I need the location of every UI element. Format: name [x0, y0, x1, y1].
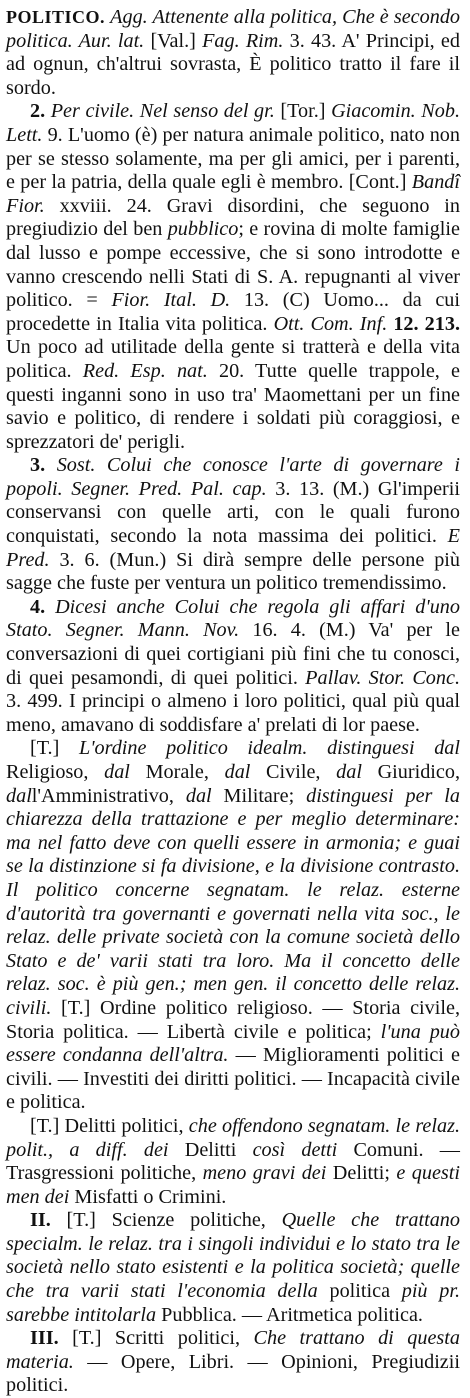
- sense-number: 2.: [30, 100, 46, 123]
- text-run: Comuni. — Trasgressioni politiche,: [6, 1138, 460, 1185]
- text-run: Delitti;: [326, 1162, 397, 1185]
- sense-number: 12. 213.: [387, 312, 460, 335]
- text-run: [45, 454, 57, 476]
- italic-text: Fag. Rim.: [202, 29, 284, 52]
- text-run: [45, 596, 55, 618]
- italic-text: Per civile. Nel senso del gr.: [50, 100, 275, 123]
- italic-text: e questi men dei: [6, 1162, 460, 1208]
- entry-sense-paragraph: [6, 454, 460, 596]
- text-run: Giuridico,: [361, 761, 461, 783]
- text-run: Delitti: [168, 1138, 253, 1161]
- text-run: 20. Tutte quelle trappole, e questi inganni sono in uso tra' Maomettani per un fine savio e politico, di rendere i soldati più coraggiosi, e sprezzatori de' perigli.: [6, 359, 460, 453]
- text-run: — Miglioramenti politici e civili. — Investiti dei diritti politici. — Incapacità civile e politica.: [6, 1044, 460, 1114]
- text-run: Civile,: [250, 761, 337, 783]
- text-run: ; e rovina di molte famiglie dal lusso e pompe eccessive, che si sono introdotte e vanno crescendo nelli Stati di S. A. repugnanti al viver politico. =: [6, 218, 460, 312]
- entry-headword-paragraph: [6, 6, 460, 100]
- sense-number: 3.: [30, 454, 46, 477]
- italic-text: Pallav. Stor. Conc.: [305, 666, 460, 689]
- sense-number: 4.: [30, 595, 46, 618]
- sense-number: II.: [30, 1209, 51, 1232]
- italic-text: distinguesi per la chiarezza della trattazione e per meglio determinare: ma nel fatto deve con quelli essere in armonia; e guai se la distinzione si fa divisione, e la divisione contrasto. Il politico concerne segnatam. le relaz. esterne d'autorità tra governanti e governati nella vita soc., le relaz. delle private società con la comune società dello Stato e de' varii stati tra loro. Ma il concetto delle relaz. soc. è più gen.; men gen. il concetto delle relaz. civili.: [6, 784, 460, 1019]
- text-run: Misfatti o Crimini.: [69, 1185, 227, 1208]
- text-run: l'Amministrativo,: [31, 784, 186, 807]
- text-run: 3. 499. I principi o almeno i loro politici, qual più qual meno, amavano di soddisfare a' prelati di lor paese.: [6, 690, 460, 736]
- italic-text: Bandî Fior.: [6, 171, 460, 217]
- text-run: [T.] Scritti politici,: [58, 1327, 254, 1350]
- italic-text: L'ordine politico idealm. distinguesi dal: [78, 737, 460, 760]
- entry-sense-paragraph: [6, 100, 460, 454]
- italic-text: Red. Esp. nat.: [82, 359, 208, 382]
- text-run: 16. 4. (M.) Va' per le conversazioni di quei cortigiani più fini che tu conosci, di quei pesamondi, di quei politici.: [6, 619, 460, 689]
- text-run: [T.] Delitti politici,: [30, 1114, 189, 1137]
- text-run: 3. 13. (M.) Gl'imperii conservansi con quelle arti, con le quali furono conquistati, secondo la nota massima dei politici.: [6, 477, 460, 548]
- italic-text: dal: [185, 784, 212, 807]
- italic-text: che offendono segnatam. le relaz. polit., a diff. dei: [6, 1114, 460, 1161]
- headword: POLITICO.: [6, 7, 106, 27]
- text-run: [Tor.]: [274, 100, 332, 123]
- entry-sense-paragraph: [6, 737, 460, 1115]
- text-run: — Opere, Libri. — Opinioni, Pregiudizii politici.: [6, 1350, 460, 1397]
- italic-text: Dicesi anche Colui che regola gli affari d'uno Stato. Segner. Mann. Nov.: [6, 595, 460, 642]
- italic-text: l'una può essere condanna dell'altra.: [6, 1020, 460, 1067]
- italic-text: dal: [224, 761, 251, 783]
- italic-text: dal: [6, 784, 32, 807]
- text-run: xxviii. 24. Gravi disordini, che seguono in pregiudizio del ben: [6, 194, 460, 241]
- italic-text: Fior. Ital. D.: [111, 289, 231, 312]
- italic-text: Agg. Attenente alla politica, Che è secondo politica. Aur. lat.: [6, 6, 461, 52]
- text-run: 9. L'uomo (è) per natura animale politico, nato non per se stesso solamente, ma per gli amici, per i parenti, e per la patria, della quale egli è membro. [Cont.]: [6, 123, 460, 194]
- text-run: [T.] Scienze politiche,: [50, 1209, 282, 1232]
- text-run: [T.]: [30, 737, 79, 760]
- text-run: [Val.]: [144, 29, 203, 52]
- text-run: Morale,: [129, 761, 225, 783]
- italic-text: pubblico: [167, 218, 239, 241]
- italic-text: più pr. sarebbe intitolarla: [6, 1280, 460, 1326]
- text-run: Un poco ad utilitade della gente si tratterà e della vita politica.: [6, 336, 460, 382]
- italic-text: Che trattano di questa materia.: [6, 1327, 460, 1373]
- text-run: Religioso,: [6, 761, 105, 783]
- text-run: Militare;: [211, 784, 307, 807]
- entry-sense-paragraph: [6, 1115, 460, 1209]
- sense-number: III.: [30, 1327, 59, 1350]
- italic-text: dal: [104, 761, 130, 783]
- entry-sense-paragraph: [6, 1209, 460, 1327]
- italic-text: Giacomin. Nob. Lett.: [6, 100, 460, 146]
- italic-text: Quelle che trattano specialm. le relaz. tra i singoli individui e lo stato tra le società nello stato esistenti e la politica società; quelle che tra varii stati l'economia della: [6, 1209, 460, 1303]
- text-run: [T.] Ordine politico religioso. — Storia civile, Storia politica. — Libertà civile e politica;: [6, 996, 460, 1043]
- italic-text: così detti: [252, 1138, 338, 1161]
- text-run: 3. 43. A' Principi, ed ad ognun, ch'altrui sovrasta, È politico tratto il fare il sordo.: [6, 29, 460, 99]
- italic-text: dal: [336, 761, 362, 783]
- text-run: Pubblica. — Aritmetica politica.: [156, 1303, 423, 1326]
- italic-text: Sost. Colui che conosce l'arte di governare i popoli. Segner. Pred. Pal. cap.: [6, 454, 461, 500]
- text-run: 13. (C) Uomo... da cui procedette in Italia vita politica.: [6, 289, 461, 335]
- italic-text: meno gravi dei: [202, 1162, 327, 1185]
- italic-text: E Pred.: [6, 525, 460, 571]
- italic-text: Ott. Com. Inf.: [273, 312, 388, 335]
- text-run: politica: [317, 1280, 402, 1303]
- entry-sense-paragraph: [6, 596, 460, 738]
- text-run: 3. 6. (Mun.) Si dirà sempre delle persone più sagge che fuste per ventura un politico tremendissimo.: [6, 548, 460, 595]
